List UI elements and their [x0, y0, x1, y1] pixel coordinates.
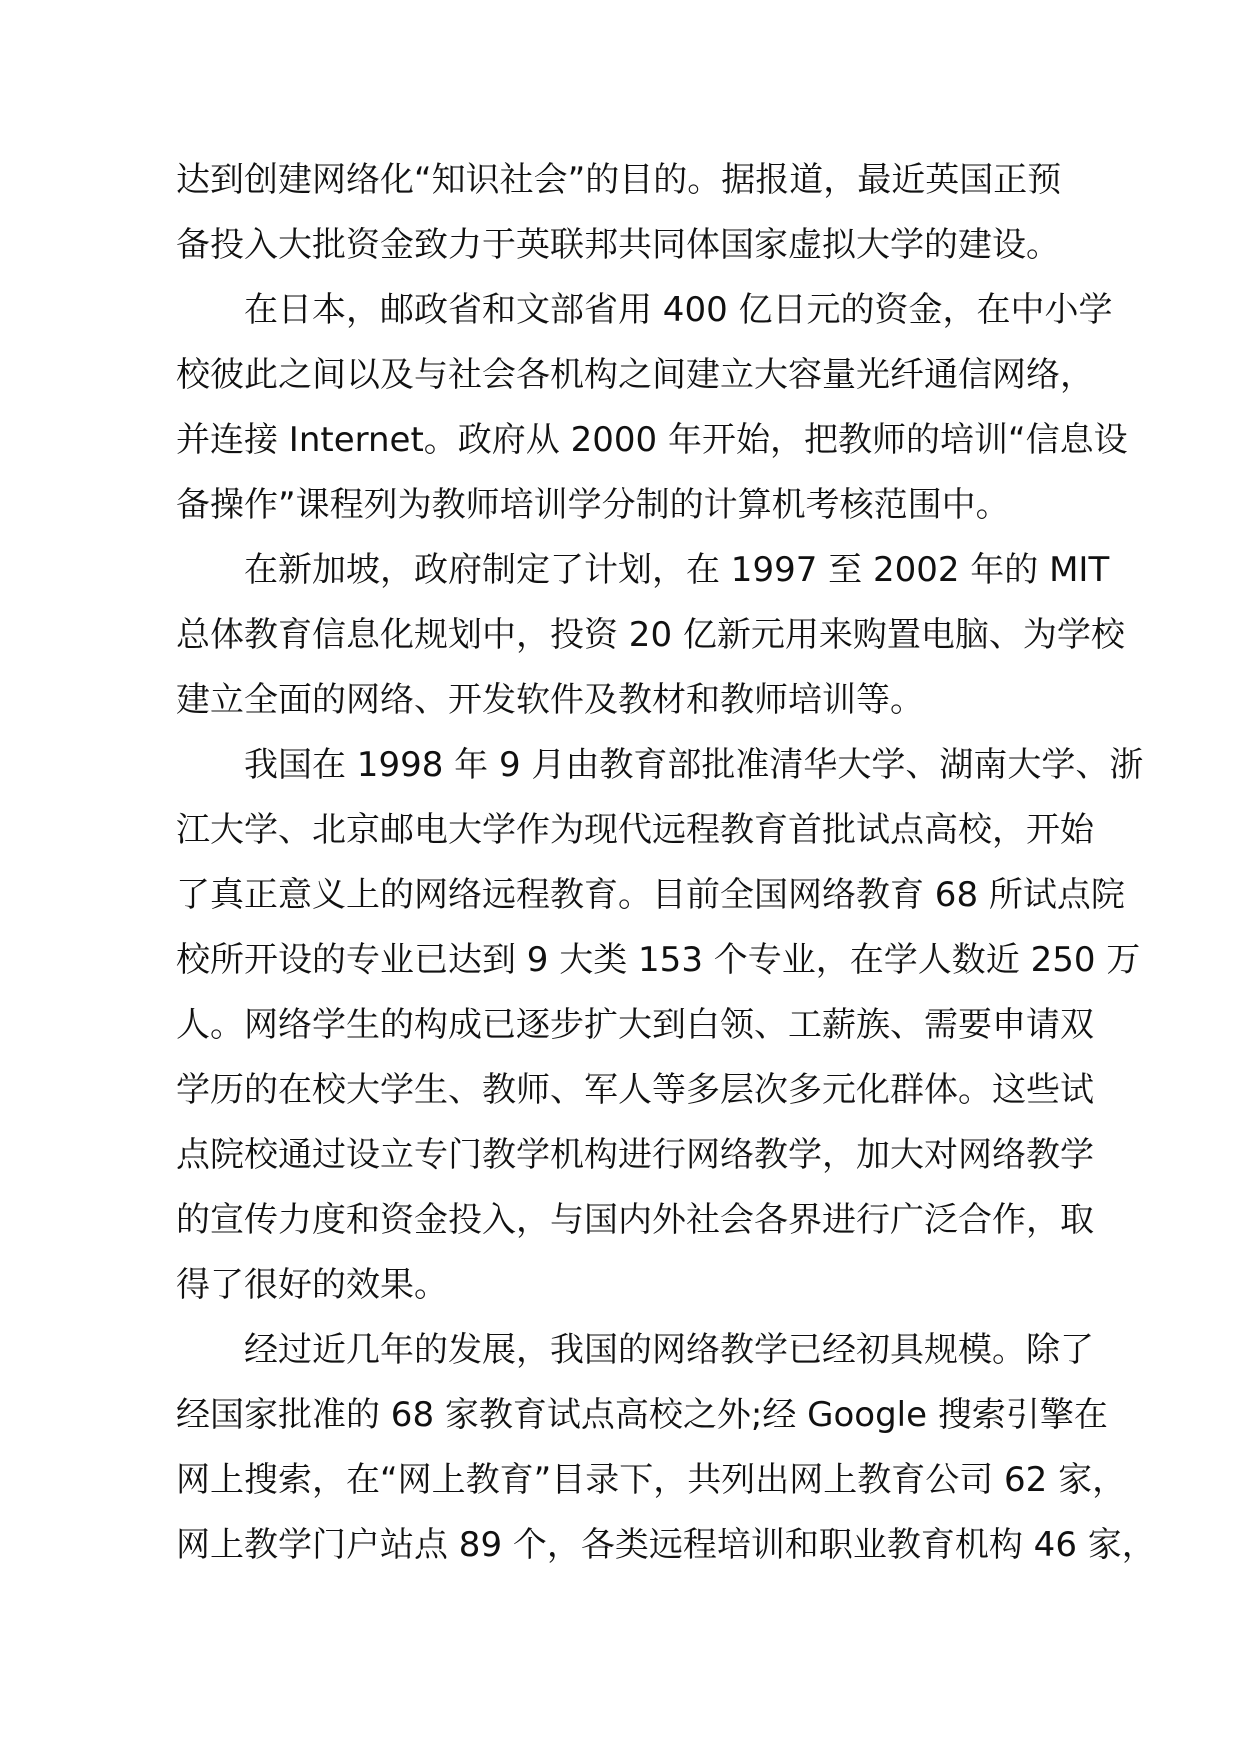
- text-line: 校所开设的专业已达到 9 大类 153 个专业，在学人数近 250 万: [176, 940, 1141, 980]
- text-line: 校彼此之间以及与社会各机构之间建立大容量光纤通信网络，: [176, 355, 1094, 395]
- text-line: 并连接 Internet。政府从 2000 年开始，把教师的培训“信息设: [176, 420, 1128, 460]
- paragraph-first-line: 经过近几年的发展，我国的网络教学已经初具规模。除了: [244, 1330, 1094, 1370]
- text-line: 点院校通过设立专门教学机构进行网络教学，加大对网络教学: [176, 1135, 1094, 1175]
- text-line: 了真正意义上的网络远程教育。目前全国网络教育 68 所试点院: [176, 875, 1125, 915]
- text-line: 得了很好的效果。: [176, 1265, 448, 1305]
- paragraph-first-line: 在新加坡，政府制定了计划，在 1997 至 2002 年的 MIT: [244, 550, 1110, 590]
- text-line: 江大学、北京邮电大学作为现代远程教育首批试点高校，开始: [176, 810, 1094, 850]
- text-line: 总体教育信息化规划中，投资 20 亿新元用来购置电脑、为学校: [176, 615, 1125, 655]
- text-line: 备投入大批资金致力于英联邦共同体国家虚拟大学的建设。: [176, 225, 1060, 265]
- text-line: 备操作”课程列为教师培训学分制的计算机考核范围中。: [176, 485, 1010, 525]
- text-line: 达到创建网络化“知识社会”的目的。据报道，最近英国正预: [176, 160, 1062, 200]
- text-line: 网上教学门户站点 89 个，各类远程培训和职业教育机构 46 家，: [176, 1525, 1156, 1565]
- text-line: 学历的在校大学生、教师、军人等多层次多元化群体。这些试: [176, 1070, 1094, 1110]
- text-line: 网上搜索，在“网上教育”目录下，共列出网上教育公司 62 家，: [176, 1460, 1127, 1500]
- text-line: 的宣传力度和资金投入，与国内外社会各界进行广泛合作，取: [176, 1200, 1094, 1240]
- paragraph-first-line: 我国在 1998 年 9 月由教育部批准清华大学、湖南大学、浙: [244, 745, 1144, 785]
- text-line: 人。网络学生的构成已逐步扩大到白领、工薪族、需要申请双: [176, 1005, 1094, 1045]
- text-line: 经国家批准的 68 家教育试点高校之外;经 Google 搜索引擎在: [176, 1395, 1108, 1435]
- paragraph-first-line: 在日本，邮政省和文部省用 400 亿日元的资金，在中小学: [244, 290, 1113, 330]
- document-body: [176, 148, 1156, 1578]
- text-line: 建立全面的网络、开发软件及教材和教师培训等。: [176, 680, 924, 720]
